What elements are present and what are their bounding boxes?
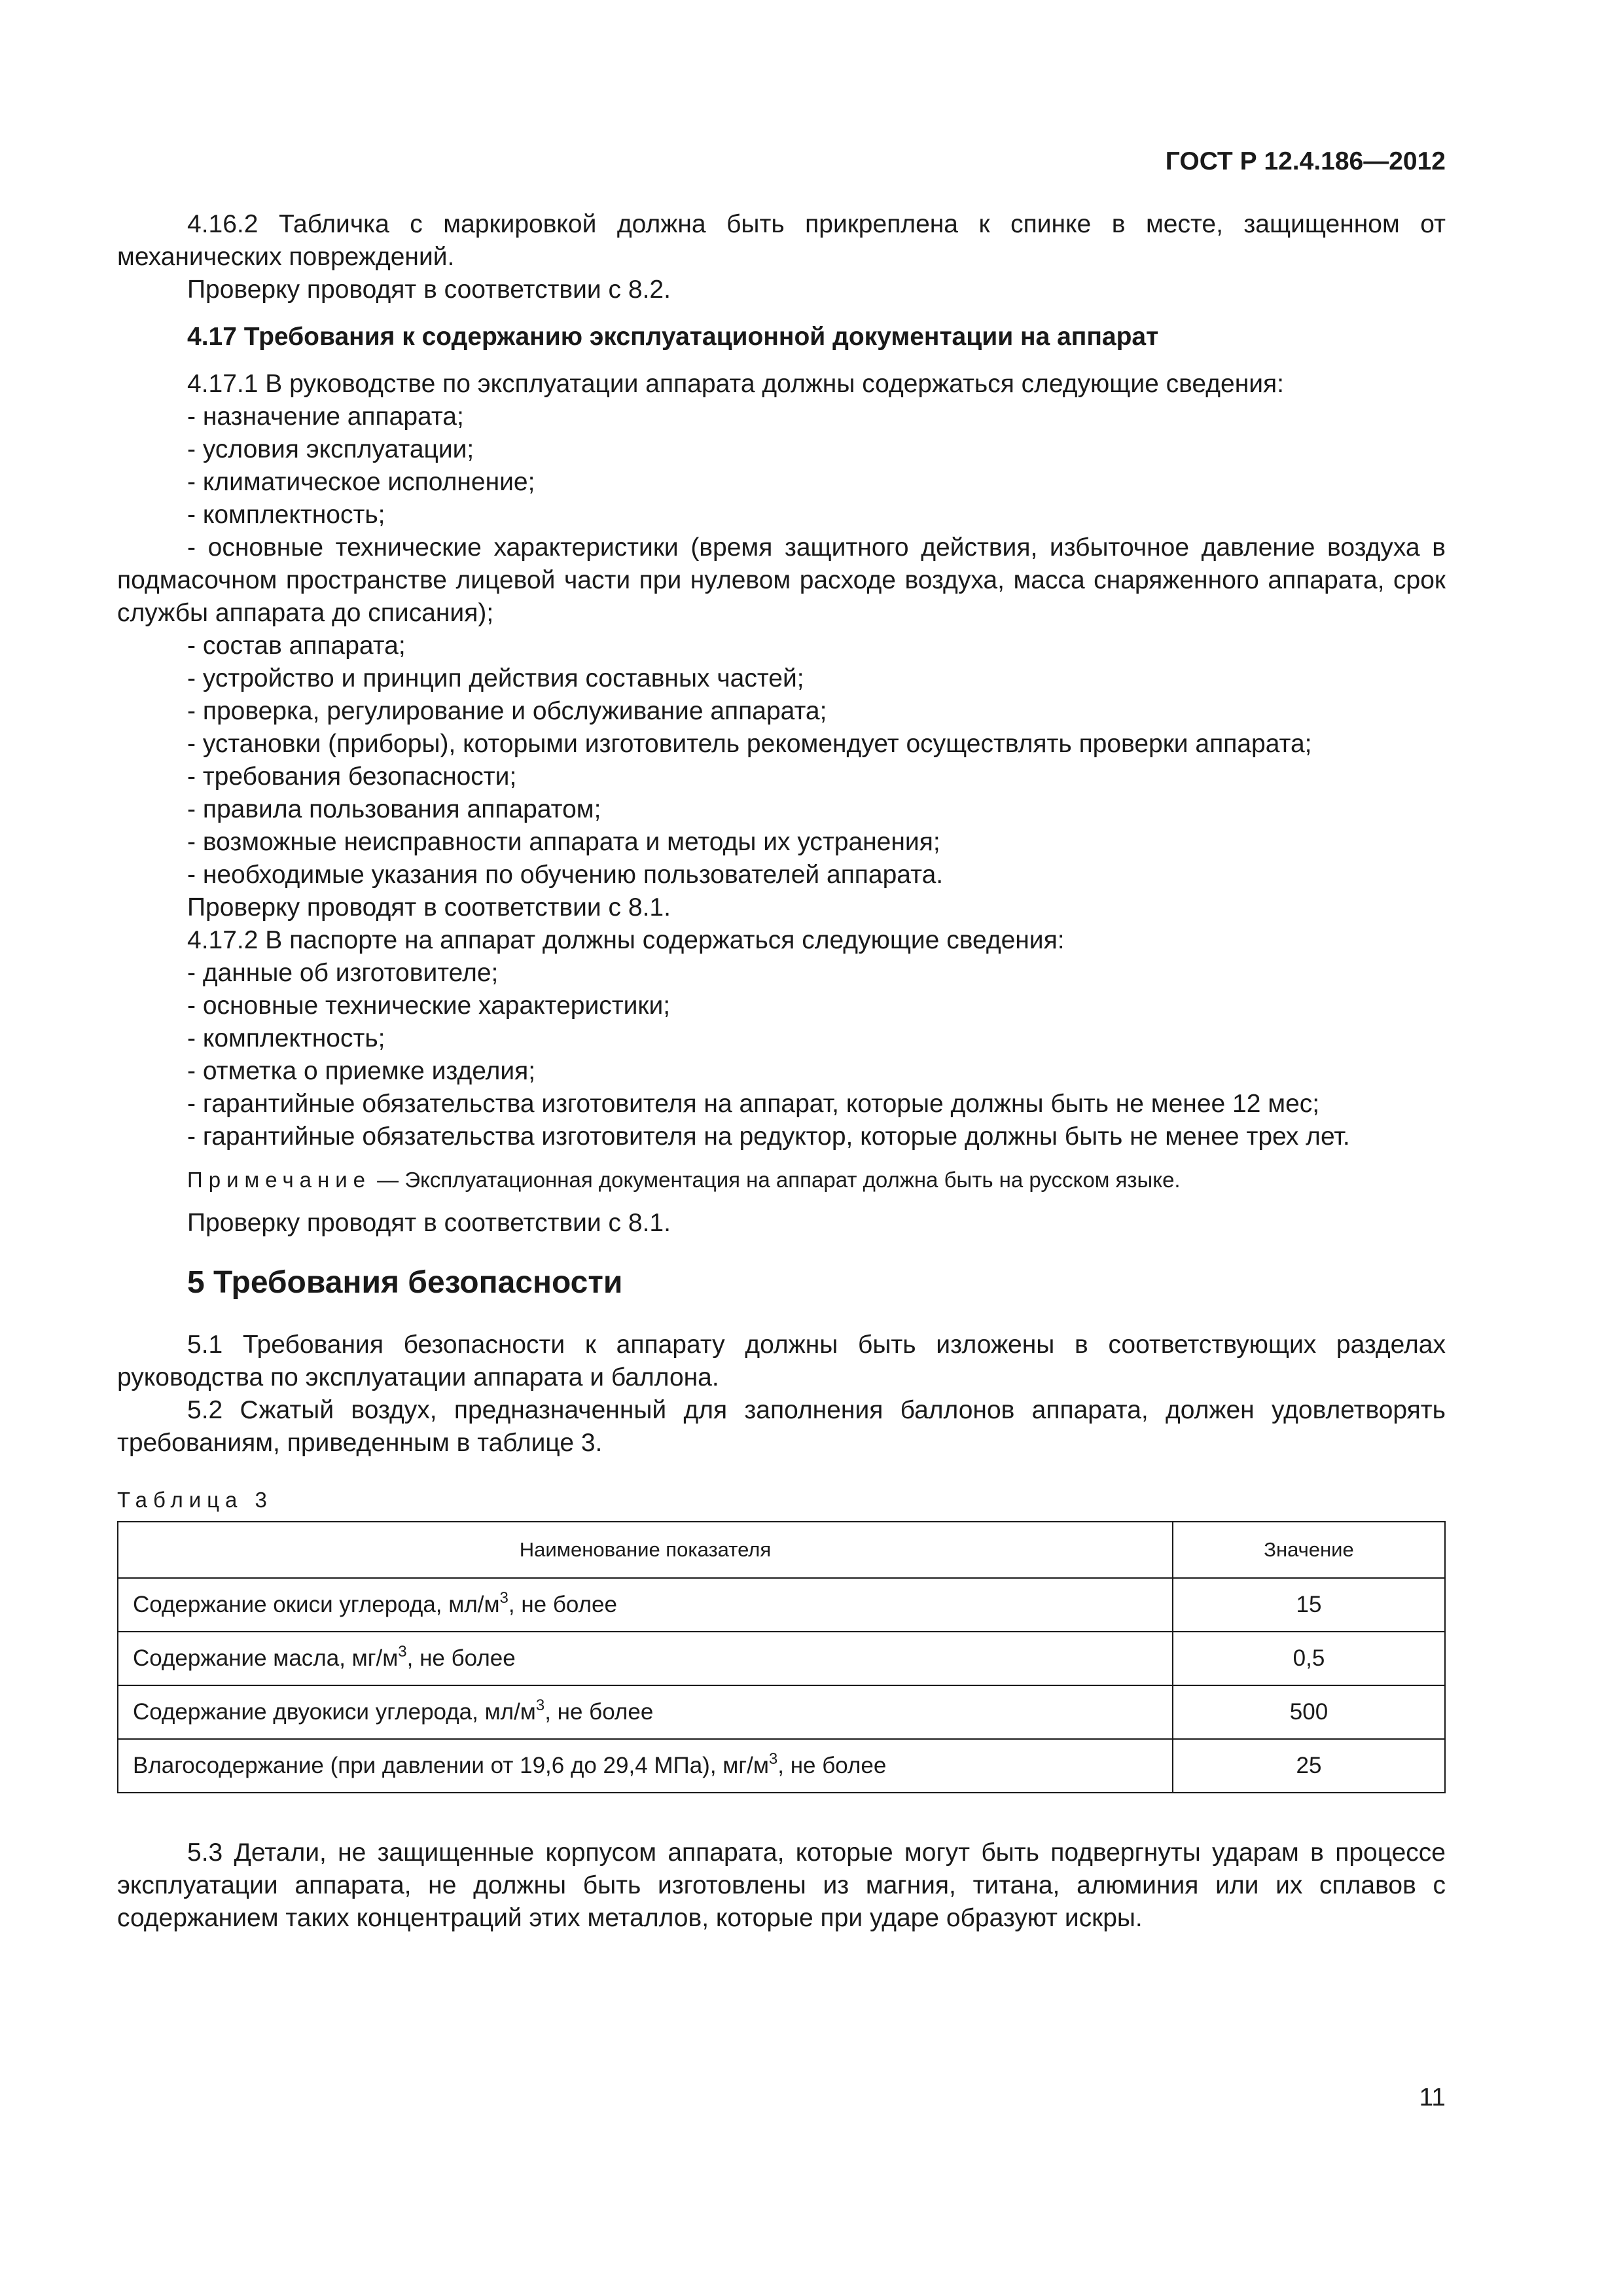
table-row: [118, 1632, 1445, 1685]
para-4-16-2: 4.16.2 Табличка с маркировкой должна быть прикреплена к спинке в месте, защищенном от механических повреждений.: [117, 210, 1446, 271]
note: [117, 1165, 1446, 1195]
table-3: [117, 1521, 1446, 1793]
list-item: - комплектность;: [187, 501, 385, 529]
list-item: - необходимые указания по обучению пользователей аппарата.: [187, 861, 944, 889]
table-row: [118, 1739, 1445, 1793]
list-item: - данные об изготовителе;: [187, 959, 499, 987]
list-4-17-1: [117, 401, 1446, 891]
indicator-name: Содержание двуокиси углерода, $мл/м^3$, не более: [118, 1685, 1173, 1739]
table-caption: Таблица 3: [117, 1488, 273, 1512]
list-item: - климатическое исполнение;: [187, 468, 535, 496]
list-item: - состав аппарата;: [187, 632, 406, 660]
list-item: - гарантийные обязательства изготовителя на редуктор, которые должны быть не менее трех лет.: [187, 1122, 1350, 1151]
para-4-17-1: 4.17.1 В руководстве по эксплуатации аппарата должны содержаться следующие сведения:: [187, 370, 1284, 398]
check-8-1: Проверку проводят в соответствии с 8.1.: [187, 893, 671, 922]
table-row: [118, 1685, 1445, 1739]
list-item: - установки (приборы), которыми изготовитель рекомендует осуществлять проверки аппарата;: [187, 730, 1312, 758]
list-item: - условия эксплуатации;: [187, 435, 474, 463]
page-number: 11: [1419, 2083, 1446, 2111]
indicator-name: Содержание масла, $мг/м^3$, не более: [118, 1632, 1173, 1685]
list-item: - правила пользования аппаратом;: [187, 795, 601, 823]
para-4-17-2: 4.17.2 В паспорте на аппарат должны содержаться следующие сведения:: [187, 926, 1065, 954]
list-item: - назначение аппарата;: [187, 403, 464, 431]
table-header-row: [118, 1522, 1445, 1578]
para-5-2: 5.2 Сжатый воздух, предназначенный для заполнения баллонов аппарата, должен удовлетворять требованиям, приведенным в таблице 3.: [117, 1396, 1446, 1457]
check-8-2: Проверку проводят в соответствии с 8.2.: [187, 276, 671, 304]
list-item: - проверка, регулирование и обслуживание аппарата;: [187, 697, 827, 725]
column-header-value: Значение: [1173, 1522, 1445, 1578]
list-item: - основные технические характеристики (время защитного действия, избыточное давление воздуха в подмасочном пространстве лицевой части при нулевом расходе воздуха, масса снаряженного аппарата, срок службы аппарата до списания);: [117, 533, 1446, 627]
section-5-title: 5 Требования безопасности: [187, 1265, 623, 1300]
indicator-value: 25: [1173, 1739, 1445, 1793]
indicator-value: 500: [1173, 1685, 1445, 1739]
indicator-value: 0,5: [1173, 1632, 1445, 1685]
list-item: - отметка о приемке изделия;: [187, 1057, 536, 1085]
indicator-name: Содержание окиси углерода, $мл/м^3$, не более: [118, 1578, 1173, 1632]
check-8-1: Проверку проводят в соответствии с 8.1.: [187, 1209, 671, 1237]
list-item: - основные технические характеристики;: [187, 992, 671, 1020]
list-4-17-2: [117, 957, 1446, 1153]
column-header-name: Наименование показателя: [118, 1522, 1173, 1578]
list-item: - возможные неисправности аппарата и методы их устранения;: [187, 828, 940, 856]
document-code: ГОСТ Р 12.4.186—2012: [1165, 147, 1446, 175]
list-item: - гарантийные обязательства изготовителя на аппарат, которые должны быть не менее 12 мес;: [187, 1090, 1320, 1118]
heading-4-17: 4.17 Требования к содержанию эксплуатационной документации на аппарат: [187, 323, 1159, 351]
list-item: - устройство и принцип действия составных частей;: [187, 664, 804, 692]
indicator-name: Влагосодержание (при давлении от 19,6 до 29,4 МПа), $мг/м^3$, не более: [118, 1739, 1173, 1793]
table-row: [118, 1578, 1445, 1632]
para-5-1: 5.1 Требования безопасности к аппарату должны быть изложены в соответствующих разделах руководства по эксплуатации аппарата и баллона.: [117, 1331, 1446, 1391]
note-label: Примечание: [187, 1168, 372, 1192]
page-body: [117, 0, 1446, 1935]
list-item: - требования безопасности;: [187, 762, 517, 791]
list-item: - комплектность;: [187, 1024, 385, 1052]
indicator-value: 15: [1173, 1578, 1445, 1632]
note-text: — Эксплуатационная документация на аппарат должна быть на русском языке.: [371, 1168, 1181, 1192]
para-5-3: 5.3 Детали, не защищенные корпусом аппарата, которые могут быть подвергнуты ударам в процессе эксплуатации аппарата, не должны быть изготовлены из магния, титана, алюминия или их сплавов с содержанием таких концентраций этих металлов, которые при ударе образуют искры.: [117, 1839, 1446, 1932]
